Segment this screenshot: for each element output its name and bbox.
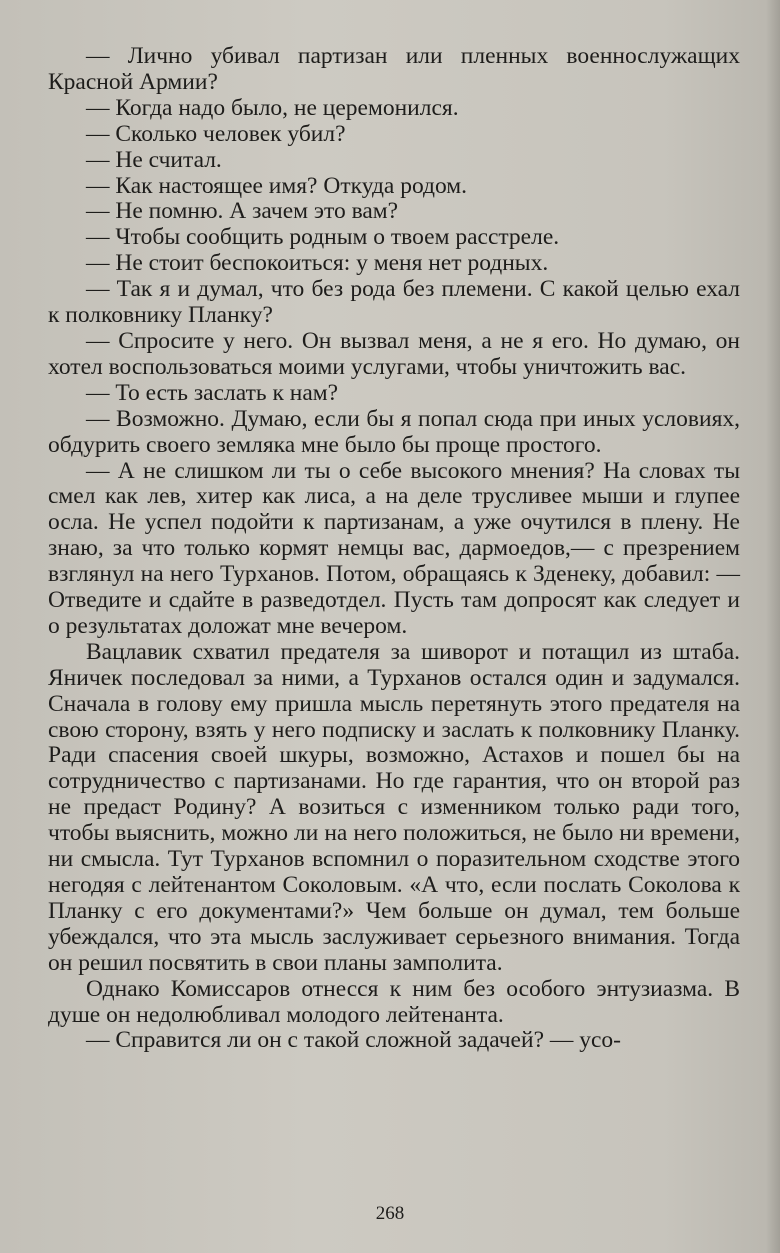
paragraph-1: — Лично убивал партизан или пленных военнослужащих Красной Армии? bbox=[48, 43, 740, 95]
paragraph-6: — Не помню. А зачем это вам? bbox=[86, 198, 399, 225]
paragraph-7: — Чтобы сообщить родным о твоем расстреле. bbox=[86, 224, 560, 251]
paragraph-11: — То есть заслать к нам? bbox=[86, 379, 339, 406]
paragraph-10: — Спросите у него. Он вызвал меня, а не я его. Но думаю, он хотел воспользоваться моими услугами, чтобы уничтожить вас. bbox=[48, 327, 740, 380]
paragraph-5: — Как настоящее имя? Откуда родом. bbox=[86, 172, 468, 199]
paragraph-15: Однако Комиссаров отнесся к ним без особого энтузиазма. В душе он недолюбливал молодого лейтенанта. bbox=[48, 975, 740, 1028]
paragraph-14: Вацлавик схватил предателя за шиворот и потащил из штаба. Яничек последовал за ними, а Турханов остался один и задумался. Сначала в голову ему пришла мысль перетянуть этого предателя на свою сторону, взять у него подписку и заслать к полковнику Планку. Ради спасения своей шкуры, возможно, Астахов и пошел бы на сотрудничество с партизанами. Но где гарантия, что он второй раз не предаст Родину? А возиться с изменником только ради того, чтобы выяснить, можно ли на него положиться, не было ни времени, ни смысла. Тут Турханов вспомнил о поразительном сходстве этого негодяя с лейтенантом Соколовым. «А что, если послать Соколова к Планку с его документами?» Чем больше он думал, тем больше убеждался, что эта мысль заслуживает серьезного внимания. Тогда он решил посвятить в свои планы замполита. bbox=[48, 638, 740, 976]
paragraph-9: — Так я и думал, что без рода без племени. С какой целью ехал к полковнику Планку? bbox=[48, 276, 740, 329]
paragraph-4: — Не считал. bbox=[86, 146, 222, 173]
paragraph-3: — Сколько человек убил? bbox=[86, 120, 346, 147]
paragraph-13: — А не слишком ли ты о себе высокого мнения? На словах ты смел как лев, хитер как лиса, а на деле трусливее мыши и глупее осла. Не успел подойти к партизанам, а уже очутился в плену. Не знаю, за что только кормят немцы вас, дармоедов,— с презрением взглянул на него Турханов. Потом, обращаясь к Зденеку, добавил: — Отведите и сдайте в разведотдел. Пусть там допросят как следует и о результатах доложат мне вечером. bbox=[48, 457, 740, 639]
page-number: 268 bbox=[375, 1203, 405, 1224]
paragraph-8: — Не стоит беспокоиться: у меня нет родных. bbox=[86, 250, 549, 277]
page-text bbox=[48, 44, 740, 1054]
paragraph-12: — Возможно. Думаю, если бы я попал сюда при иных условиях, обдурить своего земляка мне было бы проще простого. bbox=[48, 405, 740, 458]
paragraph-2: — Когда надо было, не церемонился. bbox=[86, 94, 459, 121]
paragraph-16: — Справится ли он с такой сложной задачей? — усо- bbox=[86, 1027, 622, 1054]
